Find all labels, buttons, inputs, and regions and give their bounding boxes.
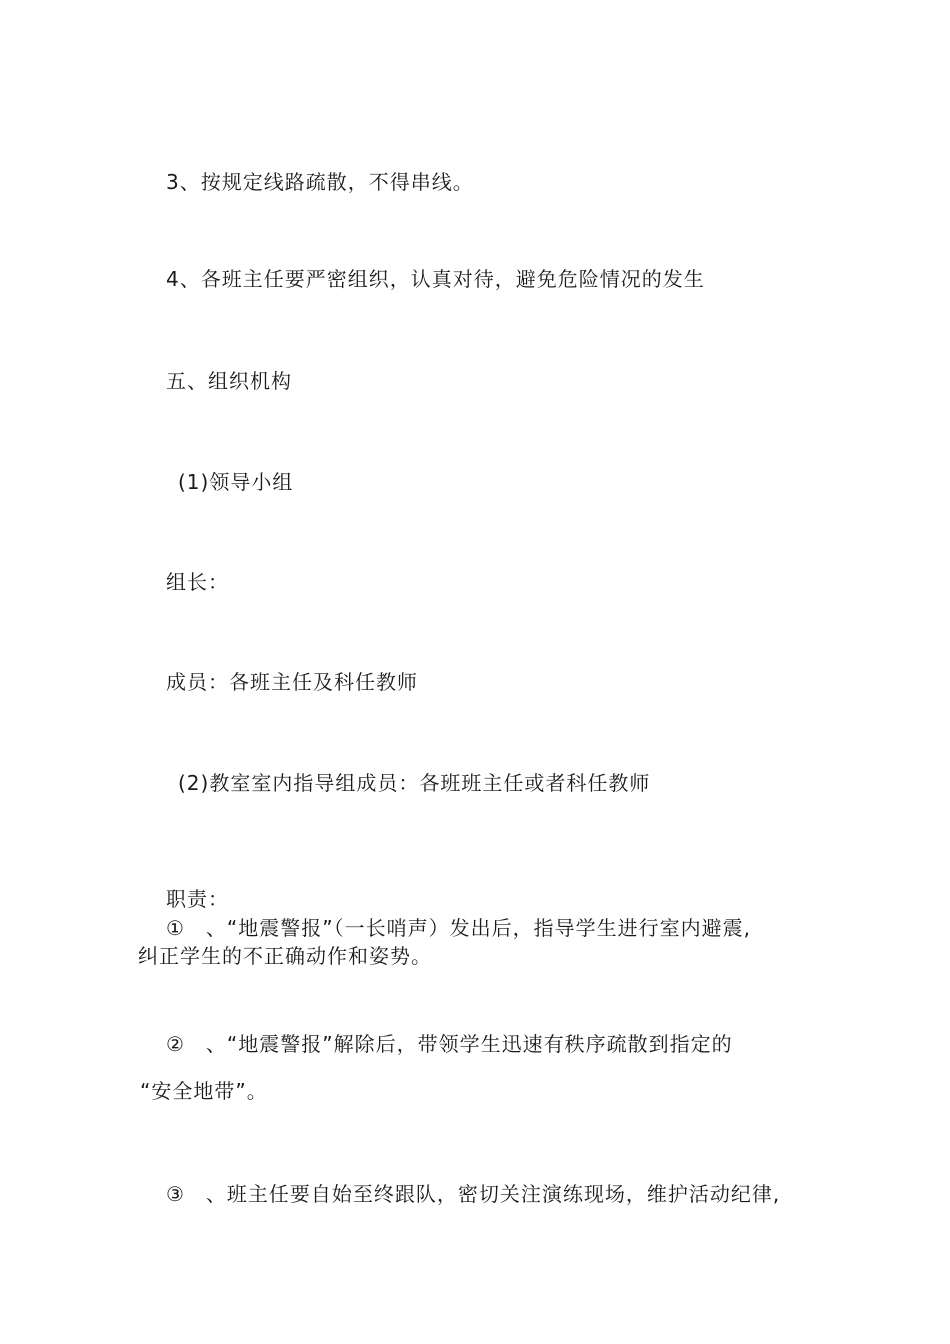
duty-1-line-2: 纠正学生的不正确动作和姿势。 — [138, 944, 432, 968]
duty-1-line-1: ① 、“地震警报”（一长哨声）发出后，指导学生进行室内避震, — [166, 916, 752, 940]
subsection-1-heading: (1)领导小组 — [178, 470, 294, 494]
duty-3-line-1: ③ 、班主任要自始至终跟队，密切关注演练现场，维护活动纪律, — [166, 1182, 781, 1206]
leader-line: 组长： — [166, 570, 229, 594]
subsection-2-heading: (2)教室室内指导组成员：各班班主任或者科任教师 — [178, 771, 651, 795]
duty-2-line-2: “安全地带”。 — [140, 1079, 268, 1103]
duty-2-line-1: ② 、“地震警报”解除后，带领学生迅速有秩序疏散到指定的 — [166, 1032, 733, 1056]
item-4-text: 4、各班主任要严密组织，认真对待，避免危险情况的发生 — [166, 267, 705, 291]
duty-title: 职责： — [166, 887, 229, 911]
item-3-text: 3、按规定线路疏散，不得串线。 — [166, 170, 474, 194]
section-5-heading: 五、组织机构 — [166, 369, 292, 393]
members-line: 成员：各班主任及科任教师 — [166, 670, 418, 694]
